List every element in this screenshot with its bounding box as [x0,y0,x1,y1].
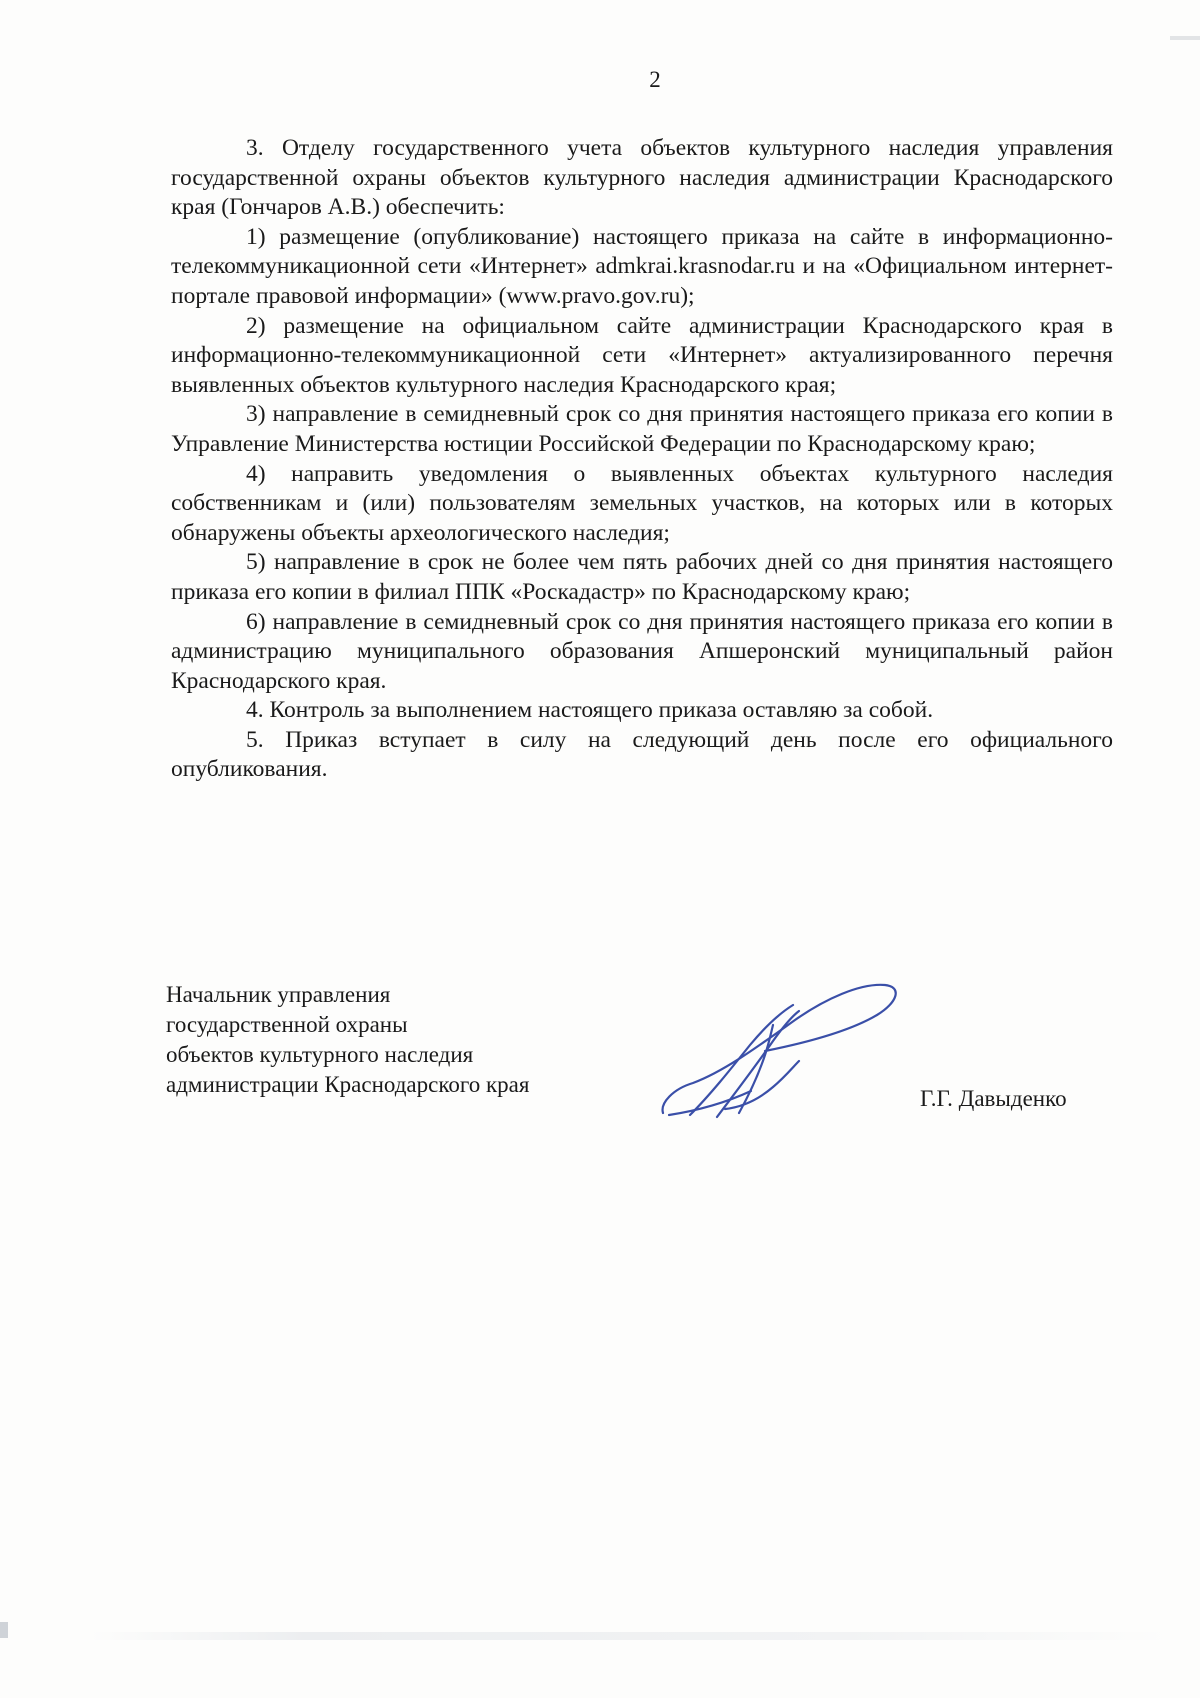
scan-artifact-bottom [90,1632,1170,1640]
paragraph-clause-5: 5. Приказ вступает в силу на следующий день после его официального опубликования. [171,726,1113,783]
signer-name: Г.Г. Давыденко [920,1086,1067,1111]
page-number: 2 [649,67,661,92]
handwritten-signature [655,975,905,1125]
paragraph-clause-3: 3. Отделу государственного учета объектов культурного наследия управления государственной охраны объектов культурного наследия администрации Краснодарского края (Гончаров А.В.) обеспечить: [171,135,1113,221]
signer-position-line: администрации Краснодарского края [166,1072,530,1097]
signer-position-line: Начальник управления [166,982,391,1007]
paragraph-item-2: 2) размещение на официальном сайте администрации Краснодарского края в информационно-телекоммуникационной сети «Интернет» актуализированного перечня выявленных объектов культурного наследия Краснодарского края; [171,312,1113,398]
paragraph-item-4: 4) направить уведомления о выявленных объектах культурного наследия собственникам и (или) пользователям земельных участков, на которых или в которых обнаружены объекты археологического наследия; [171,460,1113,546]
document-body [171,134,1113,785]
paragraph-item-3: 3) направление в семидневный срок со дня принятия настоящего приказа его копии в Управление Министерства юстиции Российской Федерации по Краснодарскому краю; [171,401,1113,457]
paragraph-item-1: 1) размещение (опубликование) настоящего приказа на сайте в информационно-телекоммуникационной сети «Интернет» admkrai.krasnodar.ru и на «Официальном интернет-портале правовой информации» (www.pravo.gov.ru); [171,223,1113,309]
scan-artifact-left [0,1622,8,1638]
paragraph-item-6: 6) направление в семидневный срок со дня принятия настоящего приказа его копии в администрацию муниципального образования Апшеронский муниципальный район Краснодарского края. [171,608,1113,694]
signer-position [166,980,529,1100]
scan-artifact-top [1170,36,1200,40]
paragraph-clause-4: 4. Контроль за выполнением настоящего приказа оставляю за собой. [246,697,934,724]
paragraph-item-5: 5) направление в срок не более чем пять рабочих дней со дня принятия настоящего приказа его копии в филиал ППК «Роскадастр» по Краснодарскому краю; [171,549,1113,605]
signer-position-line: государственной охраны [166,1012,408,1037]
signer-position-line: объектов культурного наследия [166,1042,474,1067]
